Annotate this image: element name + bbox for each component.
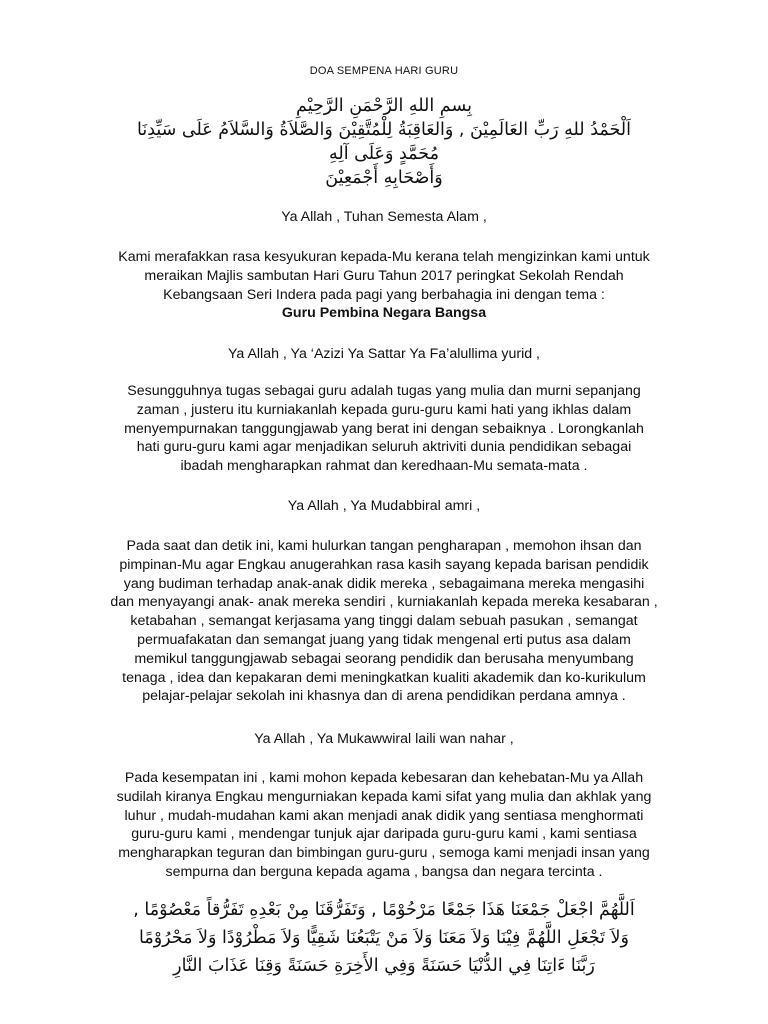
paragraph-line: Kebangsaan Seri Indera pada pagi yang berbahagia ini dengan tema : — [163, 286, 605, 303]
theme-text: Guru Pembina Negara Bangsa — [281, 305, 487, 322]
paragraph-line: mengharapkan teguran dan bimbingan guru-guru , semoga kami menjadi insan yang — [118, 845, 650, 862]
invocation-heading — [80, 345, 688, 364]
arabic-opening-prayer — [80, 94, 688, 190]
paragraph-line: tenaga , idea dan kepakaran demi meningkatkan kualiti akademik dan ko-kurikulum — [122, 669, 646, 686]
paragraph-line: guru-guru kami , mendengar tunjuk ajar daripada guru-guru kami , kami sentiasa — [131, 826, 637, 843]
paragraph-line: menyempurnakan tanggungjawab yang berat ini dengan sebaiknya . Lorongkanlah — [124, 420, 644, 437]
paragraph-hope — [80, 537, 688, 706]
document-title: DOA SEMPENA HARI GURU — [309, 65, 459, 77]
paragraph-line: meraikan Majlis sambutan Hari Guru Tahun 2017 peringkat Sekolah Rendah — [144, 267, 624, 284]
arabic-opening-line: مُحَمَّدٍ وَعَلَى آلِهِ — [329, 144, 439, 164]
arabic-opening-line: وَأَصْحَابِهِ أَجْمَعِيْنَ — [325, 168, 443, 188]
arabic-opening-line: اَلْحَمْدُ للهِ رَبِّ العَالَمِيْنَ , وَالعَاقِبَةُ لِلْمُتَّقِيْنَ وَالصَّلاَةُ وَالسَّلاَمُ عَلَى سَيِّدِنَا — [137, 120, 631, 140]
invocation-heading — [80, 208, 688, 227]
paragraph-line: dan menyayangi anak- anak mereka sendiri , kurniakanlah kepada mereka kesabaran , — [110, 594, 658, 611]
arabic-opening-line: بِسمِ اللهِ الرَّحْمَنِ الرَّحِيْمِ — [296, 96, 472, 116]
paragraph-line: ibadah mengharapkan rahmat dan keredhaan-Mu semata-mata . — [180, 458, 588, 475]
arabic-closing-line: رَبَّنَا ءَاتِنَا فِي الدُّنْيَا حَسَنَةً وَفِي الأَخِرَةِ حَسَنَةً وَقِنَا عَذَابَ النَّارِ — [173, 956, 595, 976]
invocation-text: Ya Allah , Ya ‘Azizi Ya Sattar Ya Fa’alullima yurid , — [227, 346, 540, 362]
paragraph-line: Pada saat dan detik ini, kami hulurkan tangan pengharapan , memohon ihsan dan — [126, 538, 642, 554]
paragraph-line: Kami merafakkan rasa kesyukuran kepada-Mu kerana telah mengizinkan kami untuk — [118, 249, 650, 265]
paragraph-teachers-duty — [80, 382, 688, 476]
arabic-closing-line: اَللَّهُمَّ اجْعَلْ جَمْعَنَا هَذَا جَمْعًا مَرْحُوْمًا , وَتَفَرُّقَنَا مِنْ بَعْدِهِ تَفَرُّقاً مَعْصُوْمًا , — [133, 900, 635, 920]
invocation-text: Ya Allah , Ya Mukawwiral laili wan nahar , — [254, 731, 514, 747]
paragraph-line: memikul tanggungjawab sebagai seorang pendidik dan berusaha menyumbang — [134, 650, 634, 667]
paragraph-line: sudilah kiranya Engkau mengurniakan kepada kami sifat yang mulia dan akhlak yang — [116, 788, 652, 805]
paragraph-students-plea — [80, 769, 688, 882]
paragraph-line: Sesungguhnya tugas sebagai guru adalah tugas yang mulia dan murni sepanjang — [127, 383, 641, 399]
paragraph-line: luhur , mudah-mudahan kami akan menjadi anak didik yang sentiasa menghormati — [124, 807, 644, 824]
arabic-closing-line: وَلاَ تَجْعَلِ اللَّهُمَّ فِيْنَا وَلاَ مَعَنَا وَلاَ مَنْ يَتْبَعُنَا شَقِيًّا وَلاَ مَطْرُوْدًا وَلاَ مَحْرُوْمًا — [138, 928, 629, 948]
invocation-text: Ya Allah , Tuhan Semesta Alam , — [281, 209, 487, 225]
paragraph-line: sempurna dan berguna kepada agama , bangsa dan negara tercinta . — [165, 863, 603, 880]
paragraph-line: ketabahan , semangat kerjasama yang tinggi dalam sebuah pasukan , semangat — [130, 613, 638, 630]
paragraph-line: zaman , justeru itu kurniakanlah kepada guru-guru kami hati yang ikhlas dalam — [136, 401, 632, 418]
invocation-heading — [80, 730, 688, 749]
paragraph-line: pimpinan-Mu agar Engkau anugerahkan rasa kasih sayang kepada barisan pendidik — [119, 556, 649, 573]
paragraph-line: yang budiman terhadap anak-anak didik mereka , sebagaimana mereka mengasihi — [123, 575, 645, 592]
invocation-heading — [80, 497, 688, 516]
paragraph-line: pelajar-pelajar sekolah ini khasnya dan di arena pendidikan perdana amnya . — [142, 688, 626, 705]
paragraph-gratitude — [80, 248, 688, 323]
paragraph-line: Pada kesempatan ini , kami mohon kepada kebesaran dan kehebatan-Mu ya Allah — [124, 770, 644, 786]
paragraph-line: permuafakatan dan semangat juang yang tidak mengenal erti putus asa dalam — [137, 631, 631, 648]
arabic-closing-prayer — [70, 896, 698, 980]
paragraph-line: hati guru-guru kami agar menjadikan seluruh aktriviti dunia pendidikan sebagai — [136, 439, 632, 456]
invocation-text: Ya Allah , Ya Mudabbiral amri , — [287, 498, 481, 514]
